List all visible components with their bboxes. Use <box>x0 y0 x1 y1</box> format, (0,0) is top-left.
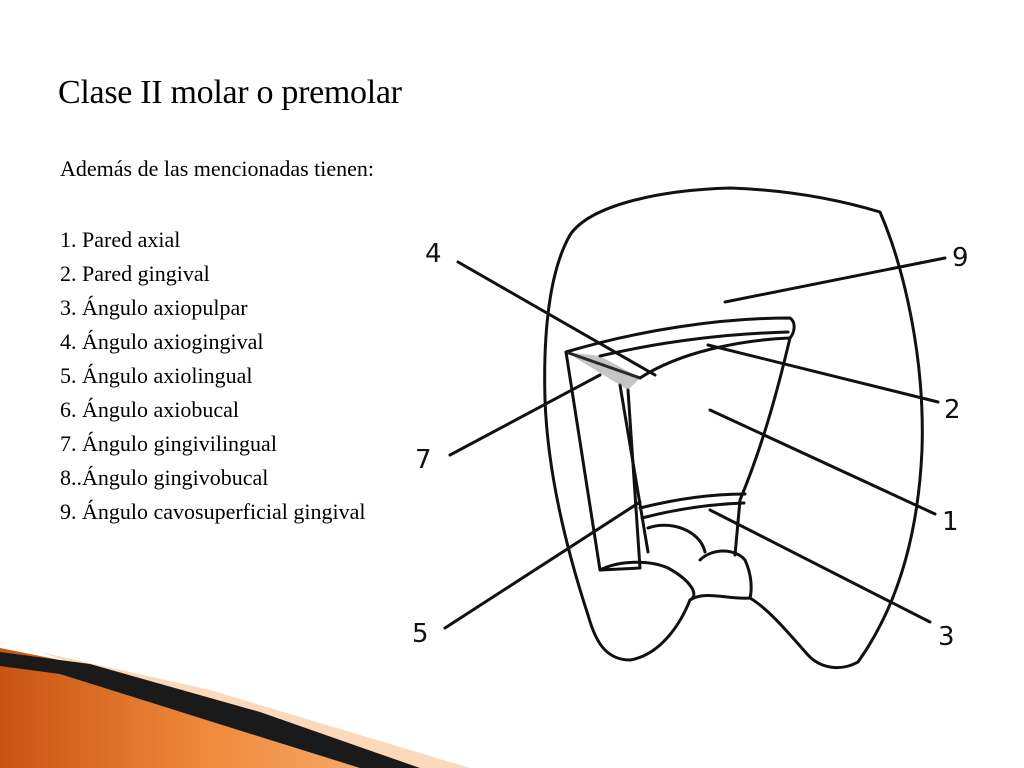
axiogingival-angle-mark <box>566 352 640 390</box>
list-item: 6. Ángulo axiobucal <box>60 397 240 422</box>
leader-line-4 <box>458 262 655 375</box>
label-9: 9 <box>952 243 969 273</box>
list-item: 8..Ángulo gingivobucal <box>60 465 269 490</box>
leader-line-7 <box>450 375 600 455</box>
list-item: 7. Ángulo gingivilingual <box>60 431 277 456</box>
gingival-floor <box>640 494 745 508</box>
slide-title: Clase II molar o premolar <box>58 74 402 111</box>
root-middle <box>700 551 751 598</box>
leader-line-1 <box>710 410 935 514</box>
label-7: 7 <box>415 445 432 475</box>
list-item: 9. Ángulo cavosuperficial gingival <box>60 499 366 524</box>
label-4: 4 <box>425 239 442 269</box>
label-5: 5 <box>412 619 429 649</box>
tooth-outline <box>545 188 923 668</box>
intro-text: Además de las mencionadas tienen: <box>60 156 375 181</box>
axial-wall-right <box>735 338 790 555</box>
list-item: 2. Pared gingival <box>60 261 210 286</box>
leader-line-2 <box>708 345 938 402</box>
label-3: 3 <box>938 622 955 652</box>
list-item: 4. Ángulo axiogingival <box>60 329 264 354</box>
list-item: 1. Pared axial <box>60 227 181 252</box>
leader-line-9 <box>725 258 945 302</box>
list-item: 5. Ángulo axiolingual <box>60 363 253 388</box>
leader-line-3 <box>710 510 930 622</box>
cavity-left-wall-inner <box>620 385 648 552</box>
label-1: 1 <box>942 507 959 537</box>
list-item: 3. Ángulo axiopulpar <box>60 295 248 320</box>
label-2: 2 <box>944 395 961 425</box>
root-middle-left <box>648 525 705 552</box>
